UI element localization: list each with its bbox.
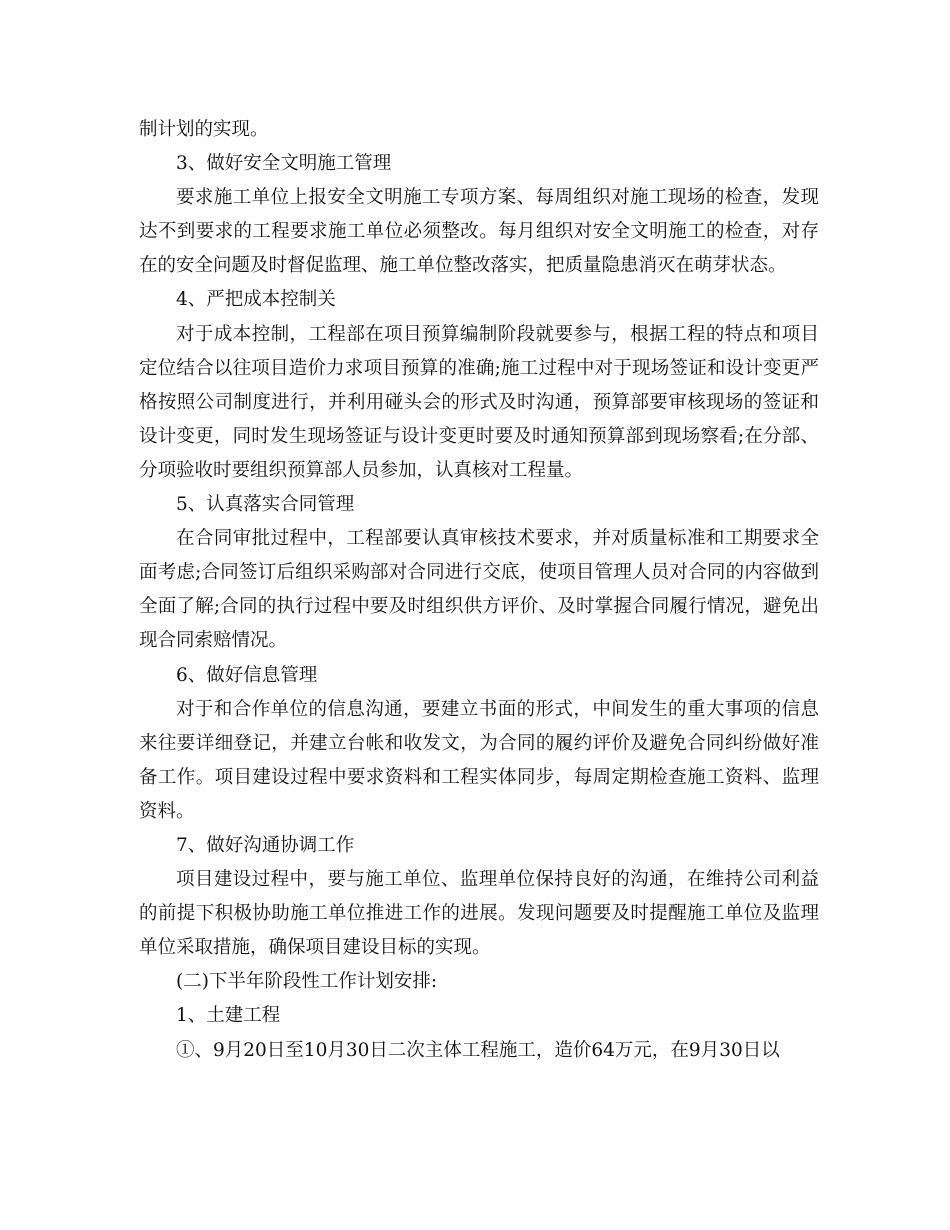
paragraph-continuation: 制计划的实现。: [139, 119, 269, 140]
section-heading-second-half-plan: (二)下半年阶段性工作计划安排:: [176, 971, 438, 993]
section-heading-cost: 4、严把成本控制关: [176, 289, 336, 311]
paragraph-cost: 对于成本控制，工程部在项目预算编制阶段就要参与，根据工程的特点和项目定位结合以往项目造价力求项目预算的准确;施工过程中对于现场签证和设计变更严格按照公司制度进行，并利用碰头会的形式及时沟通，预算部要审核现场的签证和设计变更，同时发生现场签证与设计变更时要及时通知预算部到现场察看;在分部、分项验收时要组织预算部人员参加，认真核对工程量。: [139, 323, 819, 481]
paragraph-civil-schedule: ①、9月20日至10月30日二次主体工程施工，造价64万元，在9月30日以: [176, 1039, 780, 1061]
section-heading-safety: 3、做好安全文明施工管理: [176, 153, 392, 175]
paragraph-information: 对于和合作单位的信息沟通，要建立书面的形式，中间发生的重大事项的信息来往要详细登记，并建立台帐和收发文，为合同的履约评价及避免合同纠纷做好准备工作。项目建设过程中要求资料和工程实体同步，每周定期检查施工资料、监理资料。: [139, 698, 819, 822]
section-heading-communication: 7、做好沟通协调工作: [176, 834, 355, 856]
section-heading-information: 6、做好信息管理: [176, 664, 318, 686]
document-body: [139, 113, 819, 1068]
paragraph-contract: 在合同审批过程中，工程部要认真审核技术要求，并对质量标准和工期要求全面考虑;合同签订后组织采购部对合同进行交底，使项目管理人员对合同的内容做到全面了解;合同的执行过程中要及时组织供方评价、及时掌握合同履行情况，避免出现合同索赔情况。: [139, 528, 819, 652]
paragraph-safety: 要求施工单位上报安全文明施工专项方案、每周组织对施工现场的检查，发现达不到要求的工程要求施工单位必须整改。每月组织对安全文明施工的检查，对存在的安全问题及时督促监理、施工单位整改落实，把质量隐患消灭在萌芽状态。: [139, 187, 819, 277]
section-heading-contract: 5、认真落实合同管理: [176, 494, 355, 516]
paragraph-communication: 项目建设过程中，要与施工单位、监理单位保持良好的沟通，在维持公司利益的前提下积极协助施工单位推进工作的进展。发现问题要及时提醒施工单位及监理单位采取措施，确保项目建设目标的实现。: [139, 869, 819, 959]
subsection-heading-civil: 1、土建工程: [176, 1005, 281, 1027]
